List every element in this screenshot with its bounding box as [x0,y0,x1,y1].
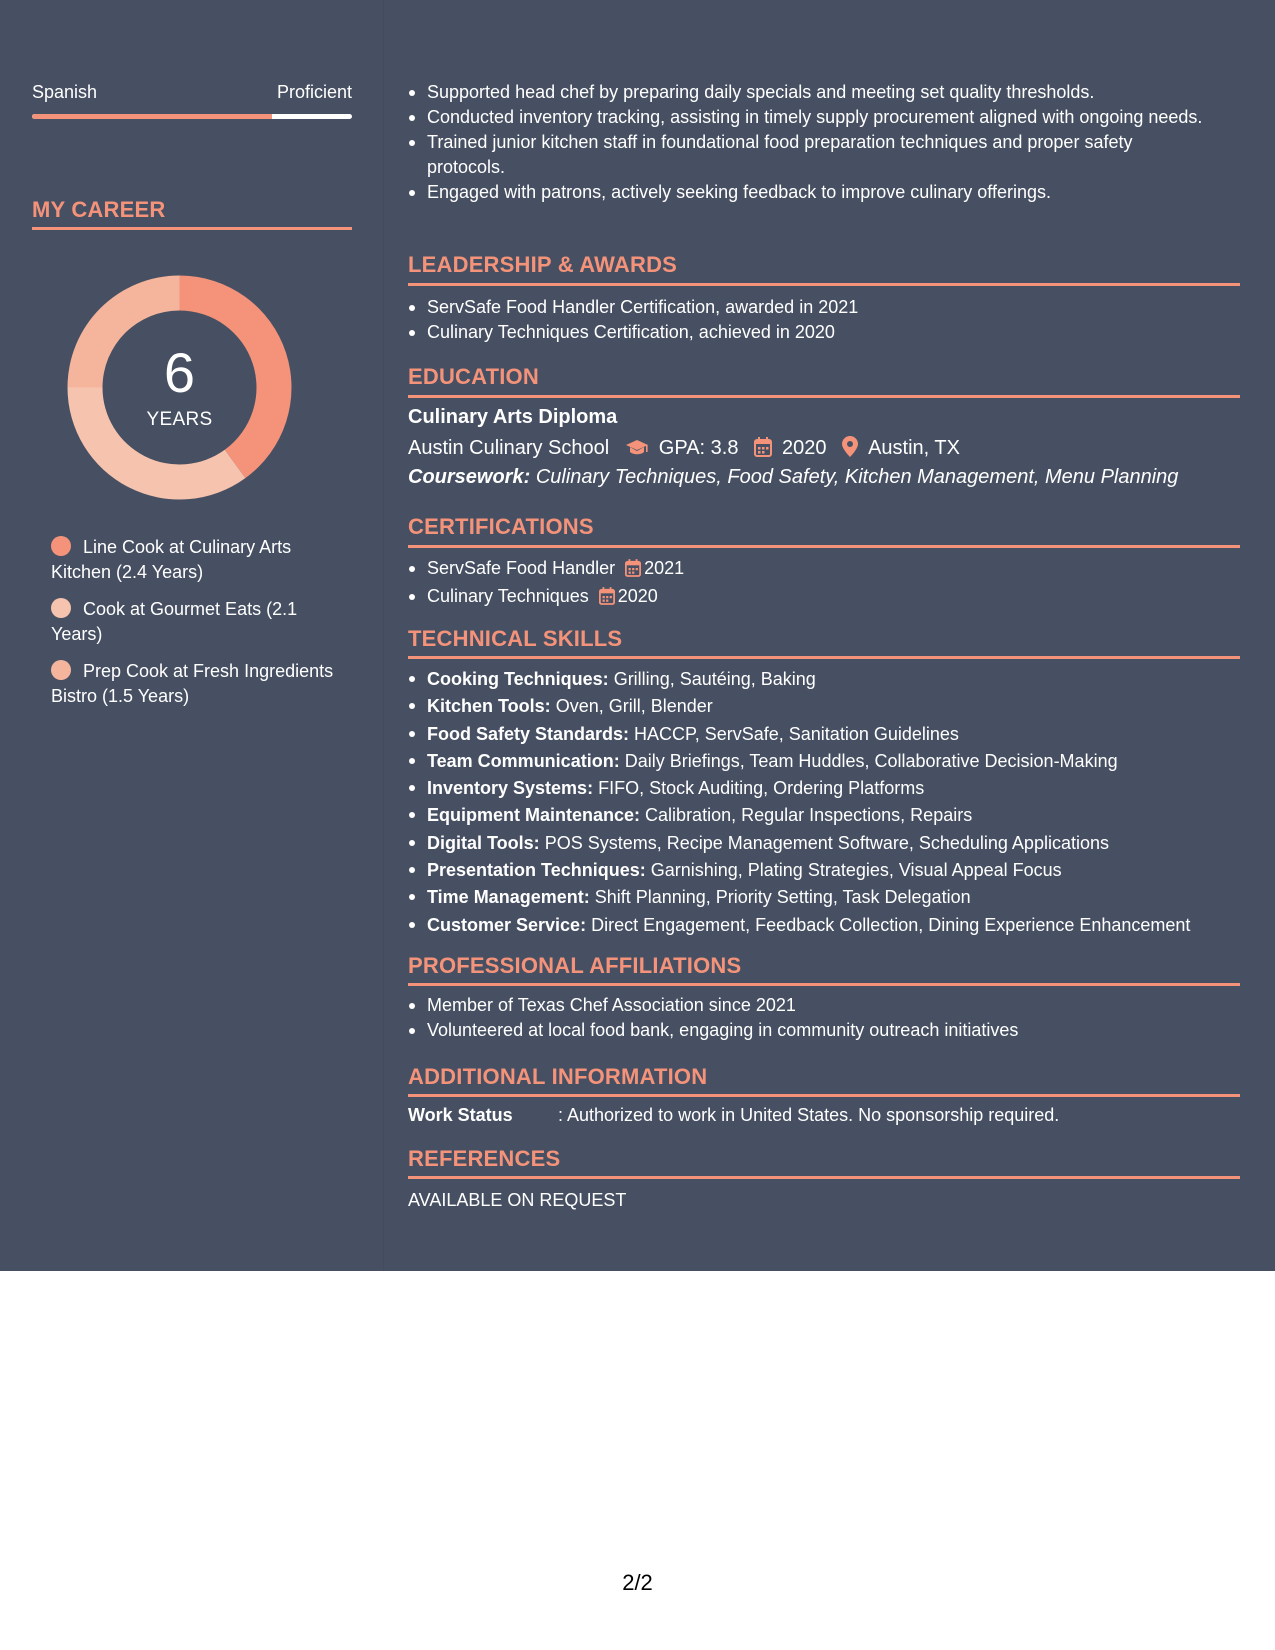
certification-item [408,584,1208,612]
language-name: Spanish [32,82,98,102]
work-status-value: : Authorized to work in United States. No sponsorship required. [558,1105,1060,1125]
calendar-icon [625,559,641,584]
skill-label: Food Safety Standards: [427,723,630,744]
leadership-rule [408,283,1240,286]
career-donut-chart [67,275,292,500]
calendar-icon [599,587,615,612]
certification-year: 2021 [644,558,685,578]
skill-label: Digital Tools: [427,832,540,853]
career-total-years: 6 [163,341,196,404]
career-section-rule [32,227,352,230]
education-title: EDUCATION [408,364,539,389]
affiliation-item: Member of Texas Chef Association since 2021 [408,993,1208,1018]
skill-value: Daily Briefings, Team Huddles, Collaborative Decision-Making [624,750,1118,771]
leadership-item: Culinary Techniques Certification, achieved in 2020 [408,320,1208,345]
skill-item [408,748,1240,775]
skill-label: Cooking Techniques: [427,669,609,689]
references-rule [408,1176,1240,1179]
education-gpa: GPA: 3.8 [658,437,739,459]
skills-rule [408,656,1240,659]
education-coursework [408,466,1178,489]
legend-dot-icon [51,660,71,680]
certifications-rule [408,545,1240,548]
skill-item [408,802,1240,829]
references-text: AVAILABLE ON REQUEST [408,1190,627,1210]
education-rule [408,395,1240,398]
leadership-item: ServSafe Food Handler Certification, awarded in 2021 [408,295,1208,320]
work-status-label: Work Status [408,1105,513,1125]
career-legend-label: Prep Cook at Fresh Ingredients Bistro (1.5 Years) [51,661,334,706]
skill-value: Direct Engagement, Feedback Collection, Dining Experience Enhancement [591,914,1191,935]
donut-segment-2 [68,388,246,500]
certification-name: ServSafe Food Handler [427,558,616,578]
career-legend [51,535,351,721]
skill-value: Calibration, Regular Inspections, Repairs [645,805,973,826]
certifications-list [408,556,1208,612]
leadership-title: LEADERSHIP & AWARDS [408,252,678,277]
language-level: Proficient [276,82,352,102]
affiliations-list [408,993,1208,1043]
skill-item [408,721,1240,748]
skill-item [408,693,1240,720]
skill-item [408,884,1240,911]
certification-item [408,556,1208,584]
skill-value: POS Systems, Recipe Management Software, Scheduling Applications [544,832,1109,853]
skill-label: Inventory Systems: [427,778,594,799]
affiliations-title: PROFESSIONAL AFFILIATIONS [408,953,742,978]
skill-label: Presentation Techniques: [427,860,646,881]
skill-item [408,857,1240,884]
education-year: 2020 [782,437,827,459]
skill-value: Oven, Grill, Blender [555,696,713,717]
skills-list [408,666,1240,939]
location-pin-icon [842,436,858,463]
work-status-row [408,1105,1059,1126]
leadership-list [408,295,1208,345]
graduation-cap-icon [625,439,649,463]
skills-title: TECHNICAL SKILLS [408,626,623,651]
legend-dot-icon [51,598,71,618]
experience-bullet: Conducted inventory tracking, assisting in timely supply procurement aligned with ongoing needs. [408,105,1208,130]
career-legend-label: Cook at Gourmet Eats (2.1 Years) [51,599,298,644]
skill-label: Customer Service: [427,914,587,935]
certifications-title: CERTIFICATIONS [408,514,594,539]
education-degree: Culinary Arts Diploma [408,406,618,428]
skill-label: Equipment Maintenance: [427,805,641,826]
skill-item [408,830,1240,857]
career-section-title: MY CAREER [32,197,166,222]
career-legend-item [51,659,351,709]
skill-item [408,666,1240,693]
skill-item [408,775,1240,802]
career-legend-label: Line Cook at Culinary Arts Kitchen (2.4 Years) [51,537,292,582]
skill-label: Kitchen Tools: [427,696,551,717]
language-row [32,82,352,104]
certification-name: Culinary Techniques [427,586,589,606]
skill-value: FIFO, Stock Auditing, Ordering Platforms [598,778,925,799]
career-legend-item [51,597,351,647]
education-location: Austin, TX [868,437,960,459]
affiliation-item: Volunteered at local food bank, engaging in community outreach initiatives [408,1018,1208,1043]
skill-item [408,912,1240,939]
skill-value: Shift Planning, Priority Setting, Task Delegation [594,887,971,908]
legend-dot-icon [51,536,71,556]
experience-bullet: Engaged with patrons, actively seeking feedback to improve culinary offerings. [408,180,1208,205]
skill-value: Grilling, Sautéing, Baking [613,669,816,689]
education-school: Austin Culinary School [408,437,610,459]
certification-year: 2020 [617,586,658,606]
affiliations-rule [408,983,1240,986]
experience-bullet: Supported head chef by preparing daily specials and meeting set quality thresholds. [408,80,1208,105]
language-proficiency-bar [32,114,352,119]
skill-label: Team Communication: [427,750,620,771]
skill-value: Garnishing, Plating Strategies, Visual Appeal Focus [650,860,1062,881]
references-title: REFERENCES [408,1146,561,1171]
coursework-value: Culinary Techniques, Food Safety, Kitchen Management, Menu Planning [535,466,1179,488]
additional-title: ADDITIONAL INFORMATION [408,1064,708,1089]
page-number: 2/2 [622,1570,653,1595]
skill-label: Time Management: [427,887,590,908]
column-divider [383,0,384,1271]
calendar-icon [754,437,772,463]
language-proficiency-fill [32,114,272,119]
coursework-label: Coursework: [408,466,531,488]
career-legend-item [51,535,351,585]
education-details [408,436,960,463]
experience-bullet: Trained junior kitchen staff in foundational food preparation techniques and proper safety protocols. [408,130,1208,180]
additional-rule [408,1094,1240,1097]
skill-value: HACCP, ServSafe, Sanitation Guidelines [634,723,959,744]
experience-bullets [408,80,1208,205]
career-total-unit: YEARS [146,409,213,430]
